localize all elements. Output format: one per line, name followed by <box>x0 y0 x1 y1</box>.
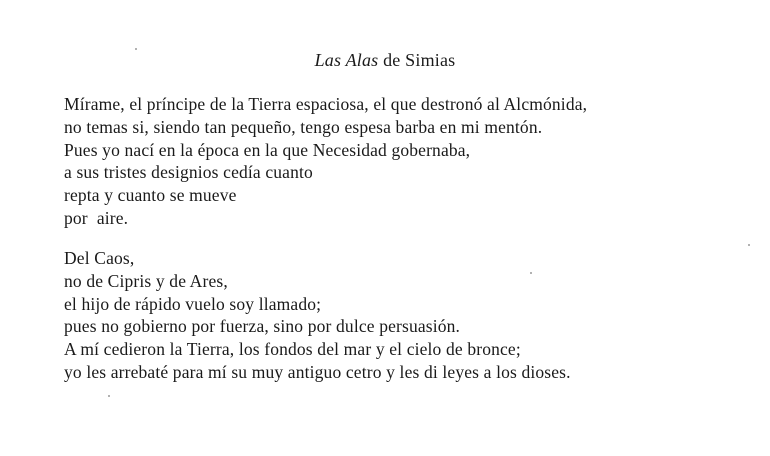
poem-title-rest: de Simias <box>378 50 456 70</box>
poem-line: a sus tristes designios cedía cuanto <box>64 162 313 183</box>
scan-speck <box>748 244 750 246</box>
poem-line: no de Cipris y de Ares, <box>64 270 228 291</box>
poem-line: no temas si, siendo tan pequeño, tengo espesa barba en mi mentón. <box>64 116 543 137</box>
poem-line: pues no gobierno por fuerza, sino por dulce persuasión. <box>64 316 461 337</box>
scan-speck <box>530 272 532 274</box>
poem-line: A mí cedieron la Tierra, los fondos del mar y el cielo de bronce; <box>64 339 521 360</box>
scan-speck <box>135 48 137 50</box>
poem-line: Del Caos, <box>64 248 135 268</box>
poem-line: Mírame, el príncipe de la Tierra espaciosa, el que destronó al Alcmónida, <box>64 94 588 114</box>
poem-title-italic: Las Alas <box>314 50 379 70</box>
stanza-1 <box>64 93 587 230</box>
poem-title <box>0 50 770 71</box>
poem-line: Pues yo nací en la época en la que Necesidad gobernaba, <box>64 139 471 160</box>
poem-line: el hijo de rápido vuelo soy llamado; <box>64 293 322 314</box>
stanza-2 <box>64 247 571 384</box>
poem-line: yo les arrebaté para mí su muy antiguo cetro y les di leyes a los dioses. <box>64 361 571 382</box>
poem-line: repta y cuanto se mueve <box>64 185 237 206</box>
scan-speck <box>108 395 110 397</box>
poem-line: por aire. <box>64 207 129 228</box>
